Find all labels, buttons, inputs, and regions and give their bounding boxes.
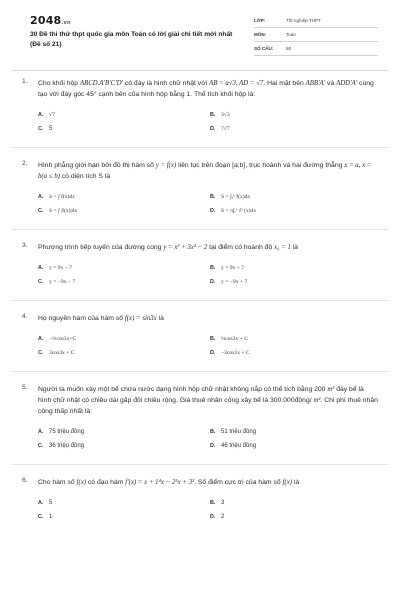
answer-option[interactable] xyxy=(38,346,210,360)
question-number: 5. xyxy=(22,384,28,391)
option-letter: C. xyxy=(38,126,44,132)
math-expression: y = x³ + 3x² − 2 xyxy=(163,244,208,251)
question-divider xyxy=(12,371,388,372)
answer-option[interactable] xyxy=(38,332,210,346)
math-expression: f(x) xyxy=(76,479,86,486)
question-text-part: đáy bể là hình chữ nhật có chiều dài gấp đôi chiều rộng. Giá thuê nhân công xây bể là 300.000đồng/ xyxy=(38,386,364,404)
question-number: 3. xyxy=(22,242,28,249)
answer-option[interactable] xyxy=(38,108,210,122)
answer-option[interactable] xyxy=(210,332,360,346)
option-letter: A. xyxy=(38,112,44,118)
option-text: y = −9x + 7 xyxy=(221,279,248,285)
question-text-part: . Chi phí thuê nhân công thấp nhất là: xyxy=(38,397,378,415)
math-expression: ABB'A' xyxy=(305,80,326,87)
answer-option[interactable] xyxy=(38,439,210,453)
option-text: 1 xyxy=(49,514,53,520)
question-text-part: . Số điểm cực trị của hàm số xyxy=(194,479,283,486)
option-letter: B. xyxy=(210,194,216,200)
math-expression: m² xyxy=(313,397,321,404)
question-text-part: . Hai mặt bên xyxy=(263,80,306,87)
option-letter: C. xyxy=(38,208,44,214)
header-divider xyxy=(12,70,388,71)
question-divider xyxy=(12,229,388,230)
question-text-part: là xyxy=(156,315,164,322)
question-text-part: Phương trình tiếp tuyến của đường cong xyxy=(38,244,164,251)
question-text-part: liên tục trên đoạn [a;b], trục hoành và hai đường thẳng xyxy=(176,162,345,169)
answer-option[interactable] xyxy=(210,108,360,122)
answer-option[interactable] xyxy=(210,122,360,136)
answer-option[interactable] xyxy=(210,496,360,510)
option-text: 5 xyxy=(49,500,53,506)
option-letter: B. xyxy=(210,336,216,342)
math-expression: x = a, x = b(a ≤ b) xyxy=(38,162,372,180)
math-expression: y = f(x) xyxy=(155,162,177,169)
option-text: y = 9x − 7 xyxy=(49,265,73,271)
question-text-part: có đáy là hình chữ nhật với xyxy=(122,80,210,87)
question-text-part: có diện tích S là xyxy=(59,173,111,180)
option-letter: A. xyxy=(38,429,44,435)
question-number: 2. xyxy=(22,160,28,167)
answer-option[interactable] xyxy=(210,204,360,218)
logo-suffix: .vn xyxy=(61,20,71,26)
answer-option[interactable] xyxy=(38,122,210,136)
question-item xyxy=(0,242,400,289)
exam-title: 30 Đề thi thử thpt quốc gia môn Toán có lời giải chi tiết mới nhất (Đề số 21) xyxy=(30,31,233,48)
answer-option[interactable] xyxy=(210,261,360,275)
option-letter: B. xyxy=(210,265,216,271)
option-text: −⅓cos3x+C xyxy=(49,336,77,342)
meta-row-class xyxy=(254,14,378,28)
answer-option[interactable] xyxy=(210,439,360,453)
question-text-part: Người ta muốn xây một bể chứa nước dạng hình hộp chữ nhật không nắp có thể tích bằng 200 xyxy=(38,386,328,393)
site-logo[interactable] xyxy=(30,14,71,27)
option-text: S = ∫ₐᵇ f(x)dx xyxy=(221,194,251,200)
option-text: 36 triệu đồng xyxy=(49,443,85,449)
option-letter: D. xyxy=(210,279,216,285)
answer-options xyxy=(38,190,378,218)
question-item xyxy=(0,160,400,218)
option-letter: D. xyxy=(210,514,216,520)
option-letter: B. xyxy=(210,112,216,118)
answer-option[interactable] xyxy=(38,275,210,289)
page-header xyxy=(0,0,400,66)
question-list xyxy=(0,78,400,524)
question-divider xyxy=(12,300,388,301)
answer-option[interactable] xyxy=(38,510,210,524)
answer-options xyxy=(38,332,378,360)
meta-value: 50 xyxy=(286,46,292,51)
answer-option[interactable] xyxy=(38,425,210,439)
question-text-part: Hình phẳng giới hạn bởi đồ thị hàm số xyxy=(38,162,156,169)
option-text: 5 xyxy=(49,126,53,132)
answer-option[interactable] xyxy=(210,190,360,204)
option-text: 3√3 xyxy=(221,112,230,118)
question-text-part: Cho hàm số xyxy=(38,479,77,486)
option-letter: A. xyxy=(38,500,44,506)
math-expression: ABCD.A'B'C'D' xyxy=(79,80,123,87)
question-text xyxy=(38,384,378,417)
option-text: S = ∫ |f(x)|dx xyxy=(49,208,78,214)
question-text-part: là xyxy=(291,479,300,486)
option-letter: C. xyxy=(38,443,44,449)
option-text: S = ∫ f(x)dx xyxy=(49,194,75,200)
question-number: 6. xyxy=(22,477,28,484)
question-divider xyxy=(12,147,388,148)
option-letter: D. xyxy=(210,350,216,356)
option-letter: D. xyxy=(210,208,216,214)
meta-row-count xyxy=(254,42,378,56)
option-letter: B. xyxy=(210,500,216,506)
option-text: 7√7 xyxy=(221,126,230,132)
answer-option[interactable] xyxy=(210,425,360,439)
answer-option[interactable] xyxy=(38,261,210,275)
answer-options xyxy=(38,261,378,289)
option-text: y = −9x − 7 xyxy=(49,279,76,285)
meta-label: MÔN: xyxy=(254,32,267,37)
option-text: 2 xyxy=(221,514,225,520)
option-letter: A. xyxy=(38,336,44,342)
question-number: 4. xyxy=(22,313,28,320)
logo-text: 2048 xyxy=(30,14,62,27)
meta-label: SỐ CÂU: xyxy=(254,46,274,51)
answer-option[interactable] xyxy=(38,496,210,510)
question-item xyxy=(0,78,400,136)
answer-options xyxy=(38,425,378,453)
question-text-part: có đạo hàm xyxy=(85,479,126,486)
question-text-part: Họ nguyên hàm của hàm số xyxy=(38,315,125,322)
option-text: ⅓cos3x + C xyxy=(221,336,248,342)
option-letter: C. xyxy=(38,279,44,285)
question-item xyxy=(0,477,400,524)
math-expression: f(x) xyxy=(282,479,292,486)
question-text xyxy=(38,242,378,253)
answer-options xyxy=(38,108,378,136)
option-letter: D. xyxy=(210,443,216,449)
option-letter: A. xyxy=(38,194,44,200)
exam-meta xyxy=(254,14,378,56)
option-letter: A. xyxy=(38,265,44,271)
option-letter: C. xyxy=(38,350,44,356)
question-text-part: và xyxy=(325,80,337,87)
meta-value: Tốt nghiệp THPT xyxy=(286,18,321,23)
answer-option[interactable] xyxy=(210,275,360,289)
question-item xyxy=(0,384,400,453)
option-text: 75 triệu đồng xyxy=(49,429,85,435)
question-text xyxy=(38,78,378,100)
meta-row-subject xyxy=(254,28,378,42)
option-text: 3 xyxy=(221,500,225,506)
math-expression: f'(x) = x + 1⁴x − 2⁵x + 3³ xyxy=(125,479,195,486)
answer-option[interactable] xyxy=(210,346,360,360)
answer-option[interactable] xyxy=(38,190,210,204)
option-text: y = 9x + 7 xyxy=(221,265,245,271)
answer-option[interactable] xyxy=(210,510,360,524)
math-expression: AB = a√3, AD = √7 xyxy=(209,80,264,87)
meta-value: Toán xyxy=(286,32,296,37)
answer-option[interactable] xyxy=(38,204,210,218)
option-text: √7 xyxy=(49,112,55,118)
option-text: 51 triệu đồng xyxy=(221,429,257,435)
option-letter: D. xyxy=(210,126,216,132)
question-text-part: cùng tạo với đáy góc 45° cạnh bên của hình hộp bằng 1. Thể tích khối hộp là: xyxy=(38,80,374,98)
question-text xyxy=(38,477,378,488)
meta-label: LỚP: xyxy=(254,18,266,23)
question-text-part: Cho khối hộp xyxy=(38,80,80,87)
question-text-part: là xyxy=(290,244,299,251)
answer-options xyxy=(38,496,378,524)
option-text: 46 triệu đồng xyxy=(221,443,257,449)
question-text xyxy=(38,313,378,324)
question-item xyxy=(0,313,400,360)
question-divider xyxy=(12,464,388,465)
question-text xyxy=(38,160,378,182)
option-letter: B. xyxy=(210,429,216,435)
question-text-part: tại điểm có hoành độ xyxy=(207,244,275,251)
option-text: −3cos3x + C xyxy=(221,350,250,356)
math-expression: m³ xyxy=(327,386,335,393)
option-text: S = π∫ₐᵇ f² (x)dx xyxy=(221,208,257,214)
question-number: 1. xyxy=(22,78,28,85)
math-expression: x₀ = 1 xyxy=(274,244,291,251)
option-letter: C. xyxy=(38,514,44,520)
math-expression: ADD'A' xyxy=(336,80,358,87)
math-expression: f(x) = sin3x xyxy=(124,315,157,322)
option-text: 3cos3x + C xyxy=(49,350,75,356)
